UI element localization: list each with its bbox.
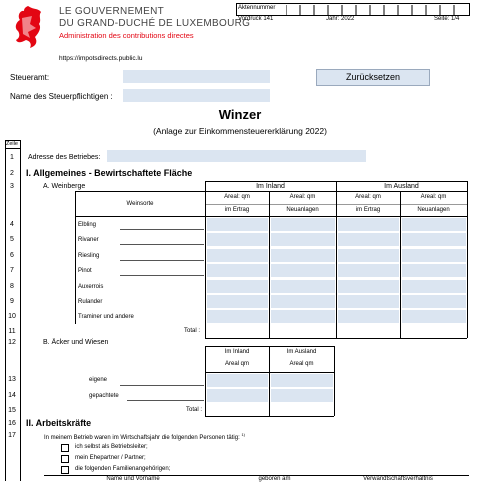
aecker-inland-header: Im Inland xyxy=(224,349,250,355)
line-number: 2 xyxy=(10,170,14,177)
gov-line1: LE GOUVERNEMENT xyxy=(59,6,165,17)
weinsorte-label: Rivaner xyxy=(78,237,99,243)
option-label: mein Ehepartner / Partner; xyxy=(75,455,146,461)
line-number: 17 xyxy=(8,432,16,439)
line-number: 10 xyxy=(8,313,16,320)
area-input[interactable] xyxy=(402,295,466,308)
option-checkbox[interactable] xyxy=(61,466,69,474)
weinsorte-label: Traminer und andere xyxy=(78,314,134,320)
line-number: 16 xyxy=(8,420,16,427)
line-number: 5 xyxy=(10,236,14,243)
gepachtete-label: gepachtete xyxy=(89,393,119,399)
area-input[interactable] xyxy=(207,310,268,323)
line-number: 14 xyxy=(8,392,16,399)
area-input[interactable] xyxy=(207,295,268,308)
steueramt-input[interactable] xyxy=(123,70,270,83)
area-input[interactable] xyxy=(271,295,335,308)
option-label: die folgenden Familienangehörigen; xyxy=(75,466,171,472)
option-checkbox[interactable] xyxy=(61,444,69,452)
gepachtete-inland-input[interactable] xyxy=(207,389,268,402)
area-input[interactable] xyxy=(402,233,466,246)
weinsorte-label: Auxerrois xyxy=(78,284,104,290)
form-title: Winzer xyxy=(218,107,262,122)
option-label: ich selbst als Betriebsleiter; xyxy=(75,444,148,450)
line-number: 1 xyxy=(10,154,14,161)
area-input[interactable] xyxy=(207,264,268,277)
area-input[interactable] xyxy=(338,233,399,246)
area-input[interactable] xyxy=(207,280,268,293)
aktennummer-input[interactable] xyxy=(286,3,468,14)
gepachtete-ausland-input[interactable] xyxy=(271,389,333,402)
area-input[interactable] xyxy=(207,218,268,231)
ausland-header: Im Ausland xyxy=(384,183,419,190)
aecker-total-label: Total : xyxy=(186,407,203,413)
page-number: Seite: 1/4 xyxy=(434,16,460,22)
zeile-header: Zeile xyxy=(6,141,18,147)
line-number: 8 xyxy=(10,283,14,290)
adresse-label: Adresse des Betriebes: xyxy=(28,154,101,161)
area-input[interactable] xyxy=(338,280,399,293)
weinsorte-header: Weinsorte xyxy=(126,201,154,207)
area-input[interactable] xyxy=(338,218,399,231)
gov-line2: DU GRAND-DUCHÉ DE LUXEMBOURG xyxy=(59,18,251,29)
area-input[interactable] xyxy=(402,249,466,262)
areal-header: Areal: qm xyxy=(420,194,447,200)
area-input[interactable] xyxy=(271,233,335,246)
line-number: 12 xyxy=(8,339,16,346)
intro-text: In meinem Betrieb waren im Wirtschaftsjahr die folgenden Personen tätig: xyxy=(44,435,240,441)
steueramt-label: Steueramt: xyxy=(10,73,50,82)
col-verwandt-header: Verwandtschaftsverhältnis xyxy=(363,476,433,482)
website-link[interactable]: https://impotsdirects.public.lu xyxy=(59,55,143,62)
line-number: 6 xyxy=(10,252,14,259)
area-input[interactable] xyxy=(271,264,335,277)
inland-header: Im Inland xyxy=(256,183,285,190)
neuanlagen-header: Neuanlagen xyxy=(417,207,450,213)
weinsorte-label: Elbling xyxy=(78,222,97,228)
line-number: 9 xyxy=(10,298,14,305)
areal-header: Areal: qm xyxy=(355,194,381,200)
luxembourg-lion-logo xyxy=(8,4,48,50)
im-ertrag-header: im Ertrag xyxy=(224,207,250,213)
weinsorte-label: Rulander xyxy=(78,299,103,305)
line-number: 15 xyxy=(8,407,16,414)
area-input[interactable] xyxy=(402,280,466,293)
aecker-inland-areal: Areal qm xyxy=(224,361,249,367)
aecker-label: B. Äcker und Wiesen xyxy=(43,339,109,346)
area-input[interactable] xyxy=(338,310,399,323)
eigene-inland-input[interactable] xyxy=(207,374,268,387)
area-input[interactable] xyxy=(402,218,466,231)
eigene-ausland-input[interactable] xyxy=(271,374,333,387)
weinberge-label: A. Weinberge xyxy=(43,183,86,190)
area-input[interactable] xyxy=(271,280,335,293)
area-input[interactable] xyxy=(271,310,335,323)
im-ertrag-header: im Ertrag xyxy=(355,207,381,213)
line-number: 3 xyxy=(10,183,14,190)
reset-button[interactable]: Zurücksetzen xyxy=(316,69,430,86)
section1-heading: I. Allgemeines - Bewirtschaftete Fläche xyxy=(26,168,193,178)
section2-intro xyxy=(44,432,245,441)
area-input[interactable] xyxy=(338,295,399,308)
weinsorte-label: Riesling xyxy=(78,253,100,259)
zeile-column xyxy=(5,140,21,481)
section2-heading: II. Arbeitskräfte xyxy=(26,418,92,428)
line-number: 4 xyxy=(10,221,14,228)
eigene-label: eigene xyxy=(89,377,108,383)
form-subtitle: (Anlage zur Einkommensteuererklärung 2022) xyxy=(153,126,327,136)
line-number: 13 xyxy=(8,376,16,383)
taxpayer-name-label: Name des Steuerpflichtigen : xyxy=(10,92,113,101)
aktennummer-label: Aktennummer xyxy=(238,5,276,11)
line-number: 7 xyxy=(10,267,14,274)
aecker-ausland-header: Im Ausland xyxy=(286,349,317,355)
area-input[interactable] xyxy=(338,249,399,262)
neuanlagen-header: Neuanlagen xyxy=(286,207,319,213)
area-input[interactable] xyxy=(338,264,399,277)
footnote-ref: 1) xyxy=(241,432,245,437)
form-year: Jahr: 2022 xyxy=(326,16,355,22)
area-input[interactable] xyxy=(207,233,268,246)
col-geboren-header: geboren am xyxy=(258,476,291,482)
taxpayer-name-input[interactable] xyxy=(123,89,270,102)
area-input[interactable] xyxy=(271,249,335,262)
line-number: 11 xyxy=(8,328,16,335)
area-input[interactable] xyxy=(207,249,268,262)
option-checkbox[interactable] xyxy=(61,455,69,463)
area-input[interactable] xyxy=(271,218,335,231)
areal-header: Areal: qm xyxy=(224,194,250,200)
area-input[interactable] xyxy=(402,264,466,277)
area-input[interactable] xyxy=(402,310,466,323)
administration-name: Administration des contributions directes xyxy=(59,31,194,40)
areal-header: Areal: qm xyxy=(289,194,316,200)
vordruck-number: Vordruck 141 xyxy=(238,16,274,22)
adresse-input[interactable] xyxy=(107,150,366,162)
col-name-header: Name und Vorname xyxy=(106,476,160,482)
aecker-ausland-areal: Areal qm xyxy=(289,361,314,367)
weinsorte-label: Pinot xyxy=(78,268,92,274)
weinberge-total-label: Total : xyxy=(184,328,201,334)
